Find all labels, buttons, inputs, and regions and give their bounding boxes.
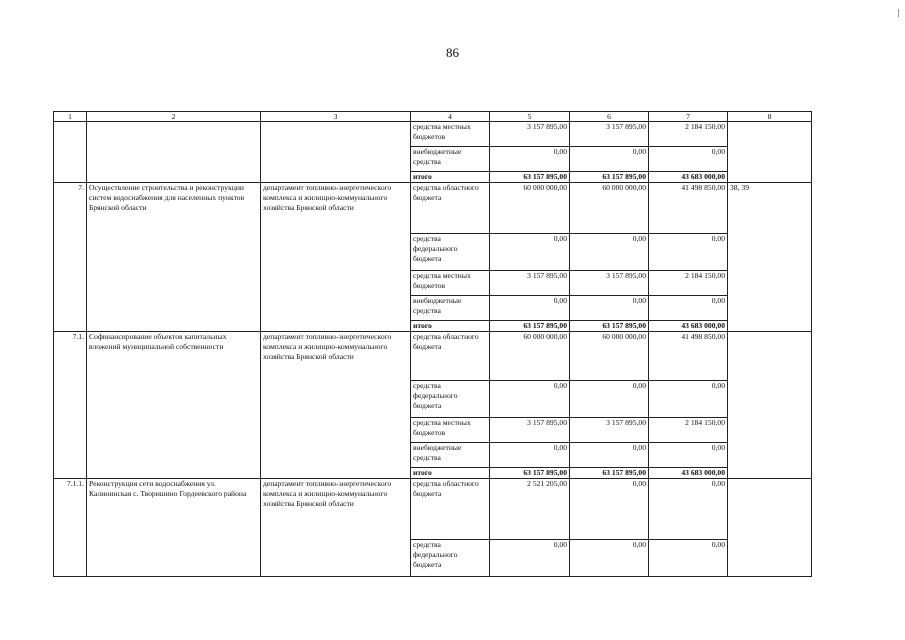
source-label: итого [411, 172, 490, 183]
scan-edge-mark [898, 9, 899, 17]
amount-cell: 60 000 000,00 [570, 183, 649, 234]
amount-cell: 3 157 895,00 [570, 122, 649, 147]
amount-cell: 43 683 000,00 [649, 321, 728, 332]
amount-cell: 0,00 [570, 479, 649, 540]
amount-cell: 63 157 895,00 [490, 172, 570, 183]
amount-cell: 63 157 895,00 [490, 468, 570, 479]
item-number-cell: 7.1.1. [54, 479, 87, 577]
table-row [54, 122, 812, 147]
column-number: 1 [54, 112, 87, 122]
amount-cell: 3 157 895,00 [490, 271, 570, 296]
source-label: средства областного бюджета [411, 183, 490, 234]
table-row [54, 183, 812, 234]
item-name-cell [87, 122, 261, 183]
source-label: внебюджетные средства [411, 147, 490, 172]
amount-cell: 0,00 [649, 479, 728, 540]
amount-cell: 0,00 [649, 296, 728, 321]
reference-cell [728, 332, 812, 479]
column-number: 7 [649, 112, 728, 122]
source-label: внебюджетные средства [411, 443, 490, 468]
amount-cell: 0,00 [570, 381, 649, 418]
amount-cell: 0,00 [649, 234, 728, 271]
amount-cell: 2 184 150,00 [649, 418, 728, 443]
reference-cell: 38, 39 [728, 183, 812, 332]
amount-cell: 0,00 [649, 147, 728, 172]
page-number: 86 [446, 45, 459, 60]
item-name-cell: Осуществление строительства и реконструкции систем водоснабжения для населенных пунктов Брянской области [87, 183, 261, 332]
column-number: 3 [261, 112, 411, 122]
amount-cell: 63 157 895,00 [570, 468, 649, 479]
column-number: 8 [728, 112, 812, 122]
source-label: средства федерального бюджета [411, 381, 490, 418]
amount-cell: 0,00 [490, 296, 570, 321]
amount-cell: 0,00 [490, 443, 570, 468]
source-label: внебюджетные средства [411, 296, 490, 321]
amount-cell: 0,00 [649, 540, 728, 577]
executor-cell [261, 122, 411, 183]
amount-cell: 41 498 850,00 [649, 183, 728, 234]
table-row [54, 332, 812, 381]
source-label: средства федерального бюджета [411, 234, 490, 271]
amount-cell: 2 184 150,00 [649, 122, 728, 147]
executor-cell: департамент топливно-энергетического комплекса и жилищно-коммунального хозяйства Брянской области [261, 479, 411, 577]
amount-cell: 63 157 895,00 [570, 172, 649, 183]
amount-cell: 0,00 [570, 147, 649, 172]
amount-cell: 3 157 895,00 [490, 418, 570, 443]
amount-cell: 0,00 [570, 234, 649, 271]
column-number-row [54, 112, 812, 122]
amount-cell: 0,00 [570, 443, 649, 468]
item-name-cell: Реконструкция сети водоснабжения ул. Калининская с. Творишино Гордеевского района [87, 479, 261, 577]
amount-cell: 63 157 895,00 [570, 321, 649, 332]
source-label: средства местных бюджетов [411, 122, 490, 147]
source-label: средства областного бюджета [411, 332, 490, 381]
amount-cell: 60 000 000,00 [490, 332, 570, 381]
item-number-cell: 7. [54, 183, 87, 332]
executor-cell: департамент топливно-энергетического комплекса и жилищно-коммунального хозяйства Брянской области [261, 183, 411, 332]
amount-cell: 3 157 895,00 [490, 122, 570, 147]
amount-cell: 0,00 [490, 147, 570, 172]
source-label: средства местных бюджетов [411, 418, 490, 443]
table-row [54, 479, 812, 540]
item-name-cell: Софинансирование объектов капитальных вложений муниципальной собственности [87, 332, 261, 479]
source-label: итого [411, 321, 490, 332]
amount-cell: 0,00 [649, 381, 728, 418]
item-number-cell: 7.1. [54, 332, 87, 479]
column-number: 4 [411, 112, 490, 122]
amount-cell: 2 521 205,00 [490, 479, 570, 540]
amount-cell: 0,00 [570, 540, 649, 577]
reference-cell [728, 122, 812, 183]
source-label: средства местных бюджетов [411, 271, 490, 296]
amount-cell: 0,00 [649, 443, 728, 468]
amount-cell: 63 157 895,00 [490, 321, 570, 332]
amount-cell: 60 000 000,00 [490, 183, 570, 234]
source-label: средства областного бюджета [411, 479, 490, 540]
item-number-cell [54, 122, 87, 183]
amount-cell: 43 683 000,00 [649, 468, 728, 479]
source-label: итого [411, 468, 490, 479]
executor-cell: департамент топливно-энергетического комплекса и жилищно-коммунального хозяйства Брянской области [261, 332, 411, 479]
column-number: 5 [490, 112, 570, 122]
amount-cell: 0,00 [490, 381, 570, 418]
column-number: 2 [87, 112, 261, 122]
column-number: 6 [570, 112, 649, 122]
amount-cell: 0,00 [570, 296, 649, 321]
reference-cell [728, 479, 812, 577]
amount-cell: 41 498 850,00 [649, 332, 728, 381]
amount-cell: 0,00 [490, 234, 570, 271]
source-label: средства федерального бюджета [411, 540, 490, 577]
budget-table [53, 111, 812, 577]
amount-cell: 2 184 150,00 [649, 271, 728, 296]
amount-cell: 0,00 [490, 540, 570, 577]
amount-cell: 60 000 000,00 [570, 332, 649, 381]
amount-cell: 3 157 895,00 [570, 418, 649, 443]
amount-cell: 43 683 000,00 [649, 172, 728, 183]
amount-cell: 3 157 895,00 [570, 271, 649, 296]
